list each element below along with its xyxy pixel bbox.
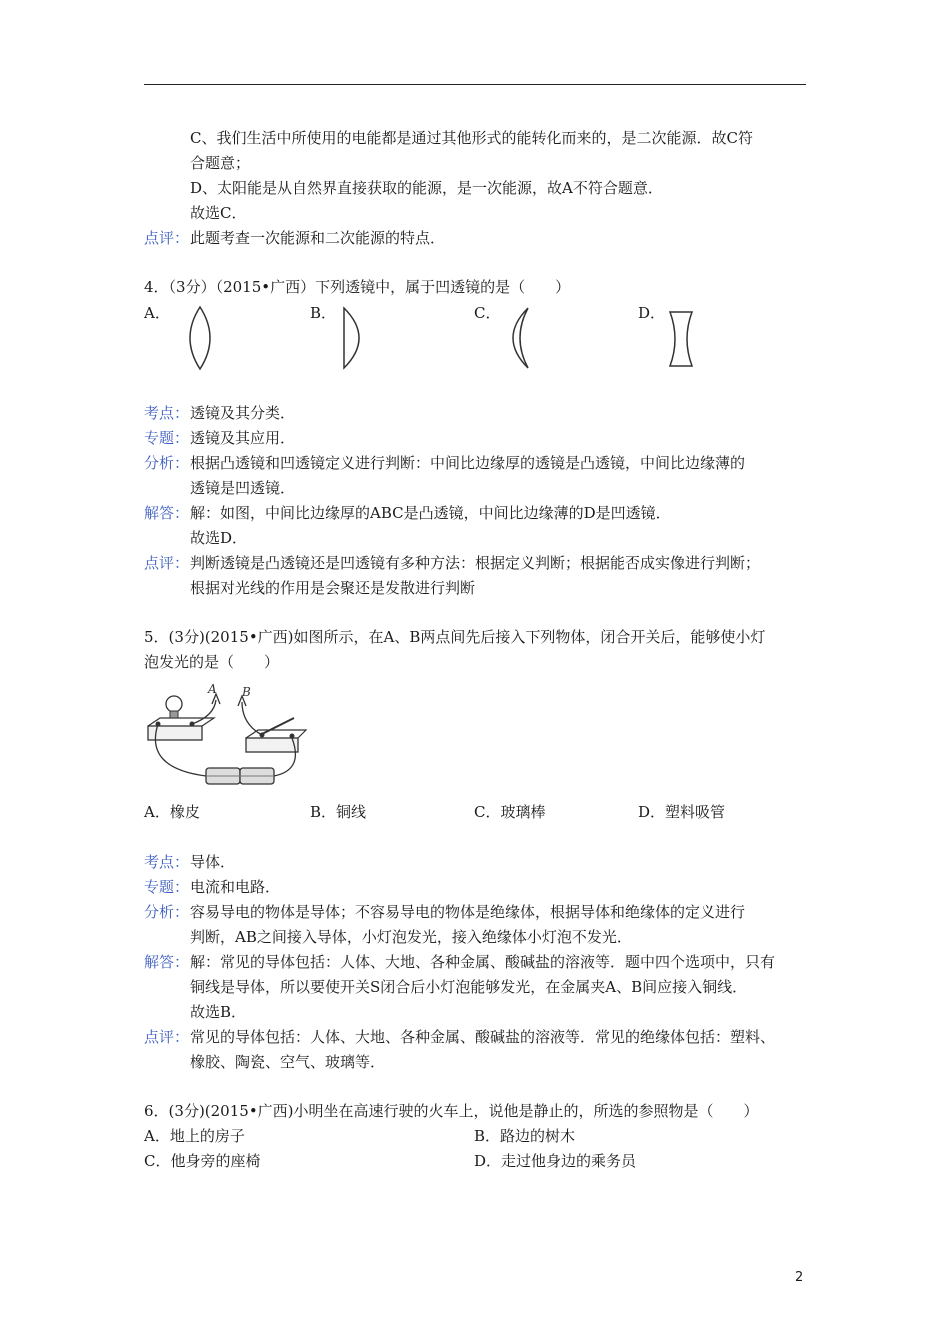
q6-option-b: B．路边的树木	[474, 1127, 576, 1145]
circuit-figure	[144, 680, 306, 792]
page-number: 2	[795, 1270, 804, 1285]
q4-stem: 4．（3分）（2015•广西）下列透镜中，属于凹透镜的是（ ）	[144, 278, 571, 296]
biconvex-lens-icon	[180, 305, 220, 371]
q5-fenxi-label: 分析：	[144, 903, 190, 921]
q5-zhuanti: 电流和电路．	[190, 878, 281, 896]
q5-kaodian-label: 考点：	[144, 853, 190, 871]
q5-option-b: B．铜线	[310, 803, 367, 821]
q5-jieda-line2: 铜线是导体，所以要使开关S闭合后小灯泡能够发光，在金属夹A、B间应接入铜线．	[190, 978, 748, 996]
q5-option-a: A．橡皮	[144, 803, 200, 821]
switch-board	[246, 738, 298, 752]
q4-dianping-label: 点评：	[144, 554, 190, 572]
q6-option-c: C．他身旁的座椅	[144, 1152, 261, 1170]
q5-option-d: D．塑料吸管	[638, 803, 726, 821]
prev-option-c-line1: C、我们生活中所使用的电能都是通过其他形式的能转化而来的，是二次能源．故C符	[190, 129, 753, 147]
q4-option-d-label: D．	[638, 304, 666, 322]
q4-dianping-line1: 判断透镜是凸透镜还是凹透镜有多种方法：根据定义判断；根据能否成实像进行判断；	[190, 554, 761, 572]
q4-kaodian-label: 考点：	[144, 404, 190, 422]
q4-fenxi-line2: 透镜是凹透镜．	[190, 479, 296, 497]
q5-jieda-label: 解答：	[144, 953, 190, 971]
prev-comment: 此题考查一次能源和二次能源的特点．	[190, 229, 446, 247]
header-rule	[144, 84, 806, 85]
q4-option-a-label: A．	[144, 304, 170, 322]
plano-convex-lens-icon	[338, 305, 378, 371]
prev-option-d-line: D、太阳能是从自然界直接获取的能源，是一次能源，故A不符合题意．	[190, 179, 663, 197]
prev-choose: 故选C．	[190, 204, 247, 222]
q5-jieda-line1: 解：常见的导体包括：人体、大地、各种金属、酸碱盐的溶液等．题中四个选项中，只有	[190, 953, 776, 971]
q4-fenxi-line1: 根据凸透镜和凹透镜定义进行判断：中间比边缘厚的透镜是凸透镜，中间比边缘薄的	[190, 454, 746, 472]
q4-zhuanti-label: 专题：	[144, 429, 190, 447]
q5-dianping-line2: 橡胶、陶瓷、空气、玻璃等．	[190, 1053, 386, 1071]
q6-option-a: A．地上的房子	[144, 1127, 245, 1145]
q5-option-c: C．玻璃棒	[474, 803, 546, 821]
meniscus-lens-icon	[500, 305, 540, 371]
q5-dianping-label: 点评：	[144, 1028, 190, 1046]
fig-label-b: B	[242, 685, 251, 699]
fig-label-a: A	[208, 682, 217, 696]
q4-jieda-line2: 故选D．	[190, 529, 248, 547]
switch-lever	[262, 718, 294, 734]
q4-option-c-label: C．	[474, 304, 501, 322]
q5-dianping-line1: 常见的导体包括：人体、大地、各种金属、酸碱盐的溶液等．常见的绝缘体包括：塑料、	[190, 1028, 776, 1046]
q5-kaodian: 导体．	[190, 853, 236, 871]
q4-kaodian: 透镜及其分类．	[190, 404, 296, 422]
q6-stem: 6．(3分)(2015•广西)小明坐在高速行驶的火车上，说他是静止的，所选的参照物是（ ）	[144, 1102, 759, 1120]
q4-jieda-label: 解答：	[144, 504, 190, 522]
biconcave-lens-icon	[664, 310, 698, 370]
q6-option-d: D．走过他身边的乘务员	[474, 1152, 637, 1170]
prev-comment-label: 点评：	[144, 229, 190, 247]
q5-zhuanti-label: 专题：	[144, 878, 190, 896]
q4-dianping-line2: 根据对光线的作用是会聚还是发散进行判断	[190, 579, 476, 597]
q4-option-b-label: B．	[310, 304, 337, 322]
q4-zhuanti: 透镜及其应用．	[190, 429, 296, 447]
q5-jieda-line3: 故选B．	[190, 1003, 247, 1021]
q5-fenxi-line2: 判断，AB之间接入导体，小灯泡发光，接入绝缘体小灯泡不发光．	[190, 928, 632, 946]
prev-option-c-line2: 合题意；	[190, 154, 251, 172]
q5-fenxi-line1: 容易导电的物体是导体；不容易导电的物体是绝缘体，根据导体和绝缘体的定义进行	[190, 903, 746, 921]
q4-fenxi-label: 分析：	[144, 454, 190, 472]
q5-stem-line1: 5．(3分)(2015•广西)如图所示，在A、B两点间先后接入下列物体，闭合开关后，能够使小灯	[144, 628, 766, 646]
q5-stem-line2: 泡发光的是（ ）	[144, 653, 280, 671]
bulb-icon	[166, 696, 182, 712]
q4-jieda-line1: 解：如图，中间比边缘厚的ABC是凸透镜，中间比边缘薄的D是凹透镜．	[190, 504, 671, 522]
